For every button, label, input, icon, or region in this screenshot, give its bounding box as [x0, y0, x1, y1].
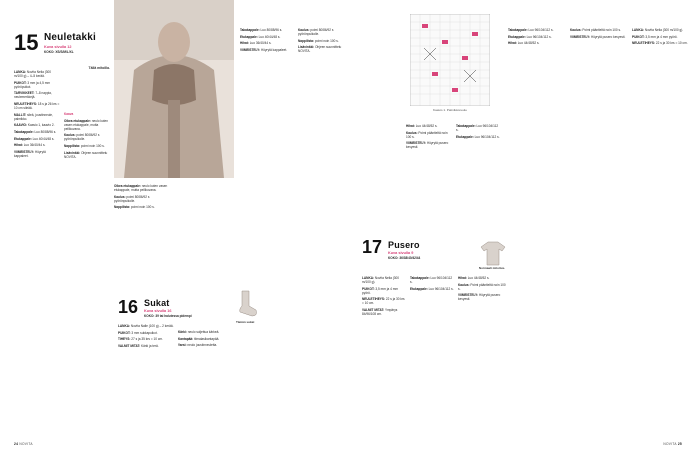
col5-lisavinkki: Lisävinkki: Ohjeen suunnittelu NOVITA. [298, 45, 342, 54]
chart-kaavio-1 [410, 14, 490, 106]
r3-hihat: Hihat: Luo 44/48/52 s. [508, 41, 540, 46]
item17-neuletiheys: NEULETIHEYS: 22 s ja 30 krs = 10 cm. [362, 297, 405, 306]
item-number: 15 [14, 30, 39, 55]
col4-viimeistely: VIIMEISTELY: Höyrytä kappaleet. [240, 47, 288, 52]
r1-kaulus: Kaulus: Poimi pääntieltä noin 100 s. [406, 130, 448, 139]
item-photo-sweater [114, 0, 234, 178]
left-footer [14, 442, 33, 446]
spec-hihat: Hihat: Luo 36/40/44 s. [14, 143, 46, 148]
left-col-3 [114, 184, 170, 284]
spec-kaulus: Kaulus: poimi 80/86/92 s pyörönpuikolle. [64, 133, 100, 142]
spec-kaulus-2: Kaulus: poimi 80/86/92 s pyörönpuikolle. [114, 194, 150, 203]
col4-hihat: Hihat: Luo 36/40/44 s. [240, 41, 272, 46]
item16-varsi: Varsi: neulo joustinneuletta. [178, 343, 218, 348]
spec-kaavio: KAAVIO: Kaavio 1, kaavio 2. [14, 123, 55, 128]
item-17-col-3 [458, 276, 508, 416]
item16-mitat: VALMIT MITAT: Kärki ja terä. [118, 343, 159, 348]
spec-nappilista-2: Nappilista: poimi noin 100 s. [114, 205, 155, 210]
right-col-4 [570, 28, 626, 408]
right-page-number: 25 [677, 442, 682, 446]
col5-kaulus: Kaulus: poimi 80/86/92 s pyörönpuikolle. [298, 28, 334, 37]
item17-etukappale: Etukappale: Luo 96/104/112 s. [410, 286, 454, 291]
spec-etukappale: Etukappale: Luo 40/44/48 s. [14, 136, 55, 141]
left-col-4 [240, 28, 294, 408]
spec-oikea-etukappale-2: Oikea etukappale: neulo kuten vasen etukappale, mutta peilikuvana. [114, 184, 168, 193]
item-code: KOKO: XS/S/M/L/XL [44, 50, 74, 54]
spec-tarvikkeet: TARVIKKEET: 7–8 nappia, neulemerkkejä. [14, 91, 52, 100]
r1-hihat: Hihat: Luo 44/48/52 s. [406, 124, 438, 128]
item17-kaulus: Kaulus: Poimi pääntieltä noin 100 s. [458, 282, 506, 291]
item-17-caption: Normaali mitoitus. [478, 266, 506, 270]
col2-heading: Kaava [64, 112, 74, 116]
item-17-code: KOKO: 36/38/40/42/44 [388, 256, 421, 260]
photo-caption: Tällä mitoilla. [88, 66, 110, 70]
item-16-col-1 [118, 324, 174, 414]
left-col-2 [64, 112, 110, 402]
spec-viimeistely: VIIMEISTELY: Höyrytä kappaleet. [14, 150, 46, 159]
item17-viimeistely: VIIMEISTELY: Höyrytä pusero kevyesti. [458, 293, 501, 302]
spec-nappilista: Nappilista: poimi noin 100 s. [64, 144, 105, 149]
item-17-shirt-icon [480, 240, 506, 266]
right-col-3 [508, 28, 564, 408]
spec-lisavinkki: Lisävinkki: Ohjeen suunnittelu NOVITA. [64, 150, 108, 159]
item-16-col-2 [178, 330, 234, 420]
item16-tiheys: TIHEYS: 27 s ja 35 krs = 10 cm. [118, 337, 163, 342]
item-title: Neuletakki [44, 32, 97, 43]
right-footer-brand: NOVITA [663, 442, 677, 446]
spec-takakappale: Takakappale: Luo 80/88/96 s. [14, 130, 57, 135]
chart-caption: Kaavio 1. Palmikkoneule [433, 108, 467, 112]
r4-kaulus: Kaulus: Poimi pääntieltä noin 100 s. [570, 28, 621, 32]
spec-mallit: MALLIT: sileä, joustinneule, palmikko. [14, 112, 53, 121]
item17-hihat: Hihat: Luo 44/48/52 s. [458, 276, 490, 280]
r2-etukappale: Etukappale: Luo 96/104/112 s. [456, 134, 500, 139]
item17-lanka: LANKA: Novita Nelia (300 m/100 g). [362, 276, 400, 285]
left-col-5 [298, 28, 344, 408]
item-16-code: KOKO: 39 tai halutessa pidempi [144, 314, 192, 318]
item16-karki: Kärki: neulo suljettua kärkeä. [178, 330, 220, 334]
col5-nappilista: Nappilista: poimi noin 100 s. [298, 38, 339, 43]
left-footer-brand: NOVITA [19, 442, 33, 446]
r3-etukappale: Etukappale: Luo 96/104/112 s. [508, 34, 552, 39]
item16-kantapaa: Kantapää: tiimalasikantapää. [178, 336, 220, 341]
right-footer [663, 442, 682, 446]
r1-viimeistely: VIIMEISTELY: Höyrytä pusero kevyesti. [406, 141, 449, 150]
col4-etukappale: Etukappale: Luo 40/44/48 s. [240, 34, 281, 39]
left-col-1 [14, 70, 60, 400]
kaavio-grid [410, 14, 490, 106]
item-image-label: Kuva sivulla 12 [44, 45, 72, 49]
item-17-title: Pusero [388, 240, 420, 250]
left-page-number: 24 [14, 442, 19, 446]
item-17-image-label: Kuva sivulla 9 [388, 251, 414, 255]
spec-lanka: LANKA: Novita Nelia (300 m/100 g) – 4–5 kerää. [14, 70, 52, 79]
item16-puikot: PUIKOT: 3 mm sukkapuikot. [118, 330, 158, 335]
r5-tiheys: NEULETIHEYS: 22 s ja 30 krs = 10 cm. [632, 41, 688, 46]
item-16-image-label: Kuva sivulla 16 [144, 309, 172, 313]
r5-lanka: LANKA: Novita Nelia (300 m/100 g). [632, 28, 684, 32]
item-17-col-1 [362, 276, 406, 416]
item17-mitat: VALMIT MITAT: Ympärys 84/96/108 cm. [362, 308, 398, 317]
item16-lanka: LANKA: Novita Nalle (100 g) – 2 kerää. [118, 324, 174, 328]
r4-viimeistely: VIIMEISTELY: Höyrytä pusero kevyesti. [570, 34, 626, 39]
right-page [348, 0, 696, 450]
item-16-title: Sukat [144, 298, 170, 308]
item17-takakappale: Takakappale: Luo 96/104/112 s. [410, 276, 453, 285]
right-col-5 [632, 28, 688, 408]
spec-neuletiheys: NEULETIHEYS: 18 s ja 26 krs = 10 cm sileää. [14, 102, 60, 111]
item-17-col-2 [410, 276, 454, 416]
r5-puikot: PUIKOT: 3,5 mm ja 4 mm pyörö. [632, 34, 678, 39]
r3-takakappale: Takakappale: Luo 96/104/112 s. [508, 28, 554, 32]
r2-takakappale: Takakappale: Luo 96/104/112 s. [456, 124, 499, 133]
item17-puikot: PUIKOT: 3,5 mm ja 4 mm pyörö. [362, 286, 398, 295]
col4-takakappale: Takakappale: Luo 80/88/96 s. [240, 28, 283, 32]
spec-oikea-etukappale: Oikea etukappale: neulo kuten vasen etukappale, mutta peilikuvana. [64, 118, 109, 131]
item-16-number: 16 [118, 297, 139, 317]
item-16-caption: Tämän sukat [236, 320, 255, 324]
item-17-number: 17 [362, 237, 383, 257]
spec-puikot: PUIKOT: 3 mm ja 4,5 mm pyöröpuikot. [14, 80, 50, 89]
